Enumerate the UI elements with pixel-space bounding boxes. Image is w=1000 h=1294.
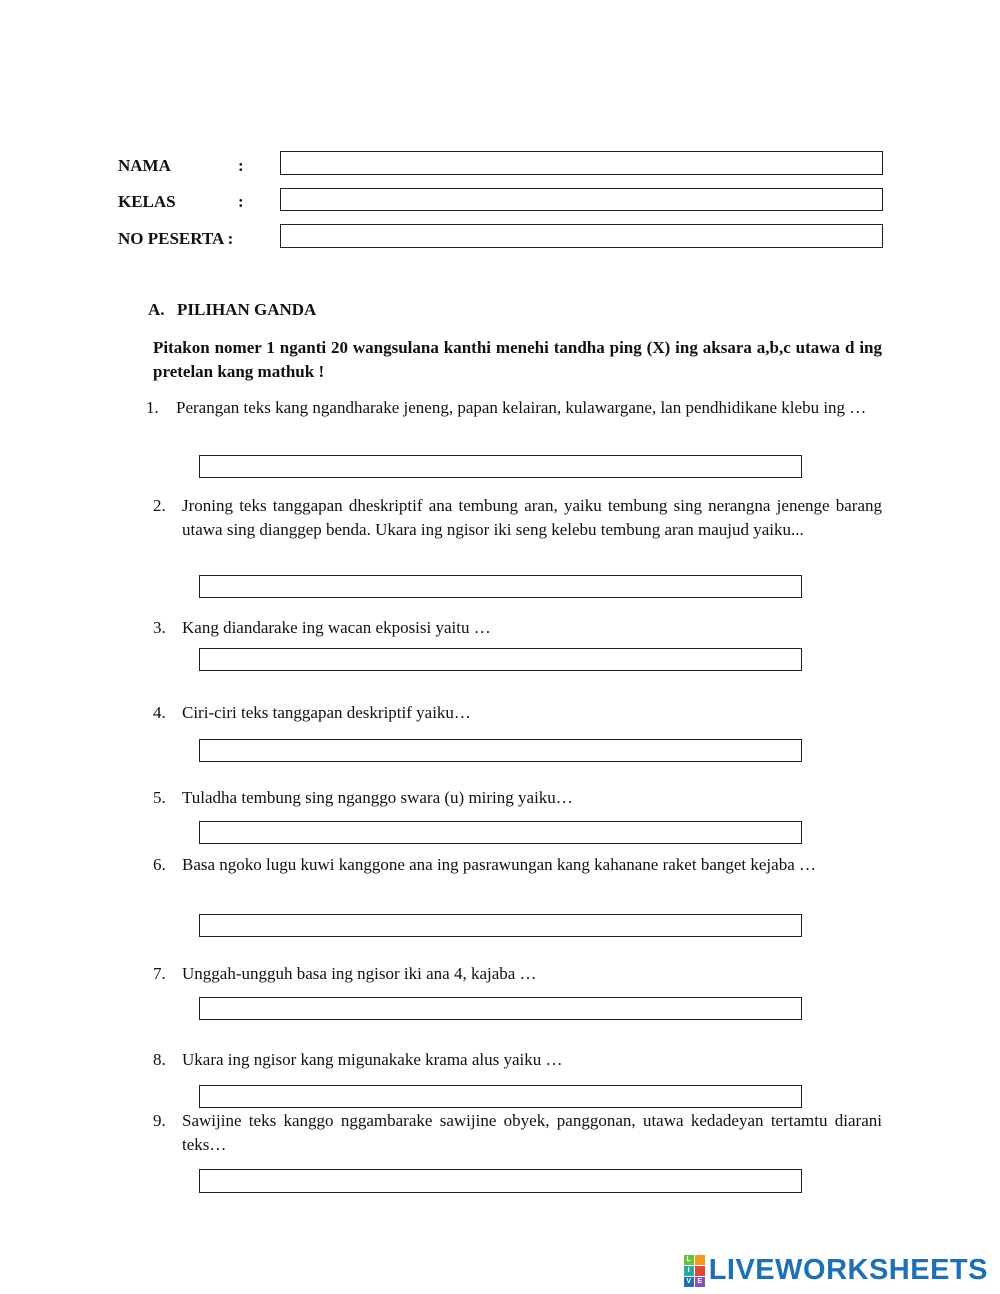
liveworksheets-logo-text: LIVEWORKSHEETS <box>708 1254 988 1286</box>
answer-4-input[interactable] <box>199 739 802 762</box>
question-4-number: 4. <box>153 703 166 722</box>
question-7-number: 7. <box>153 964 166 983</box>
question-1-number: 1. <box>146 398 159 417</box>
question-7-text: Unggah-ungguh basa ing ngisor iki ana 4, kajaba … <box>182 964 537 983</box>
question-8-number: 8. <box>153 1050 166 1069</box>
liveworksheets-logo <box>684 1254 988 1287</box>
question-3-text: Kang diandarake ing wacan ekposisi yaitu … <box>182 618 491 637</box>
section-title: PILIHAN GANDA <box>177 300 317 319</box>
peserta-input[interactable] <box>280 224 883 248</box>
section-letter: A. <box>148 300 165 319</box>
question-5-text: Tuladha tembung sing nganggo swara (u) miring yaiku… <box>182 788 573 807</box>
question-9-text: Sawijine teks kanggo nggambarake sawijine obyek, panggonan, utawa kedadeyan tertamtu diarani teks… <box>182 1111 882 1154</box>
question-4-text: Ciri-ciri teks tanggapan deskriptif yaiku… <box>182 703 471 722</box>
liveworksheets-logo-icon: L I V E <box>684 1255 705 1287</box>
answer-2-input[interactable] <box>199 575 802 598</box>
answer-9-input[interactable] <box>199 1169 802 1193</box>
nama-label: NAMA <box>118 156 171 175</box>
section-instruction: Pitakon nomer 1 nganti 20 wangsulana kanthi menehi tandha ping (X) ing aksara a,b,c utawa d ing pretelan kang mathuk ! <box>153 338 882 381</box>
question-8-text: Ukara ing ngisor kang migunakake krama alus yaiku … <box>182 1050 563 1069</box>
question-1-text: Perangan teks kang ngandharake jeneng, papan kelairan, kulawargane, lan pendhidikane klebu ing … <box>176 398 867 417</box>
answer-7-input[interactable] <box>199 997 802 1020</box>
answer-8-input[interactable] <box>199 1085 802 1108</box>
answer-5-input[interactable] <box>199 821 802 844</box>
kelas-input[interactable] <box>280 188 883 211</box>
nama-input[interactable] <box>280 151 883 175</box>
answer-3-input[interactable] <box>199 648 802 671</box>
kelas-label: KELAS <box>118 192 176 211</box>
peserta-label: NO PESERTA : <box>118 229 234 248</box>
answer-6-input[interactable] <box>199 914 802 937</box>
question-2-number: 2. <box>153 496 166 515</box>
question-9-number: 9. <box>153 1111 166 1130</box>
question-5-number: 5. <box>153 788 166 807</box>
answer-1-input[interactable] <box>199 455 802 478</box>
question-6-text: Basa ngoko lugu kuwi kanggone ana ing pasrawungan kang kahanane raket banget kejaba … <box>182 855 816 874</box>
nama-colon: : <box>238 156 244 175</box>
kelas-colon: : <box>238 192 244 211</box>
question-3-number: 3. <box>153 618 166 637</box>
question-6-number: 6. <box>153 855 166 874</box>
question-2-text: Jroning teks tanggapan dheskriptif ana tembung aran, yaiku tembung sing nerangna jenenge barang utawa sing dianggep benda. Ukara ing ngisor iki seng kelebu tembung aran maujud yaiku... <box>182 496 882 539</box>
